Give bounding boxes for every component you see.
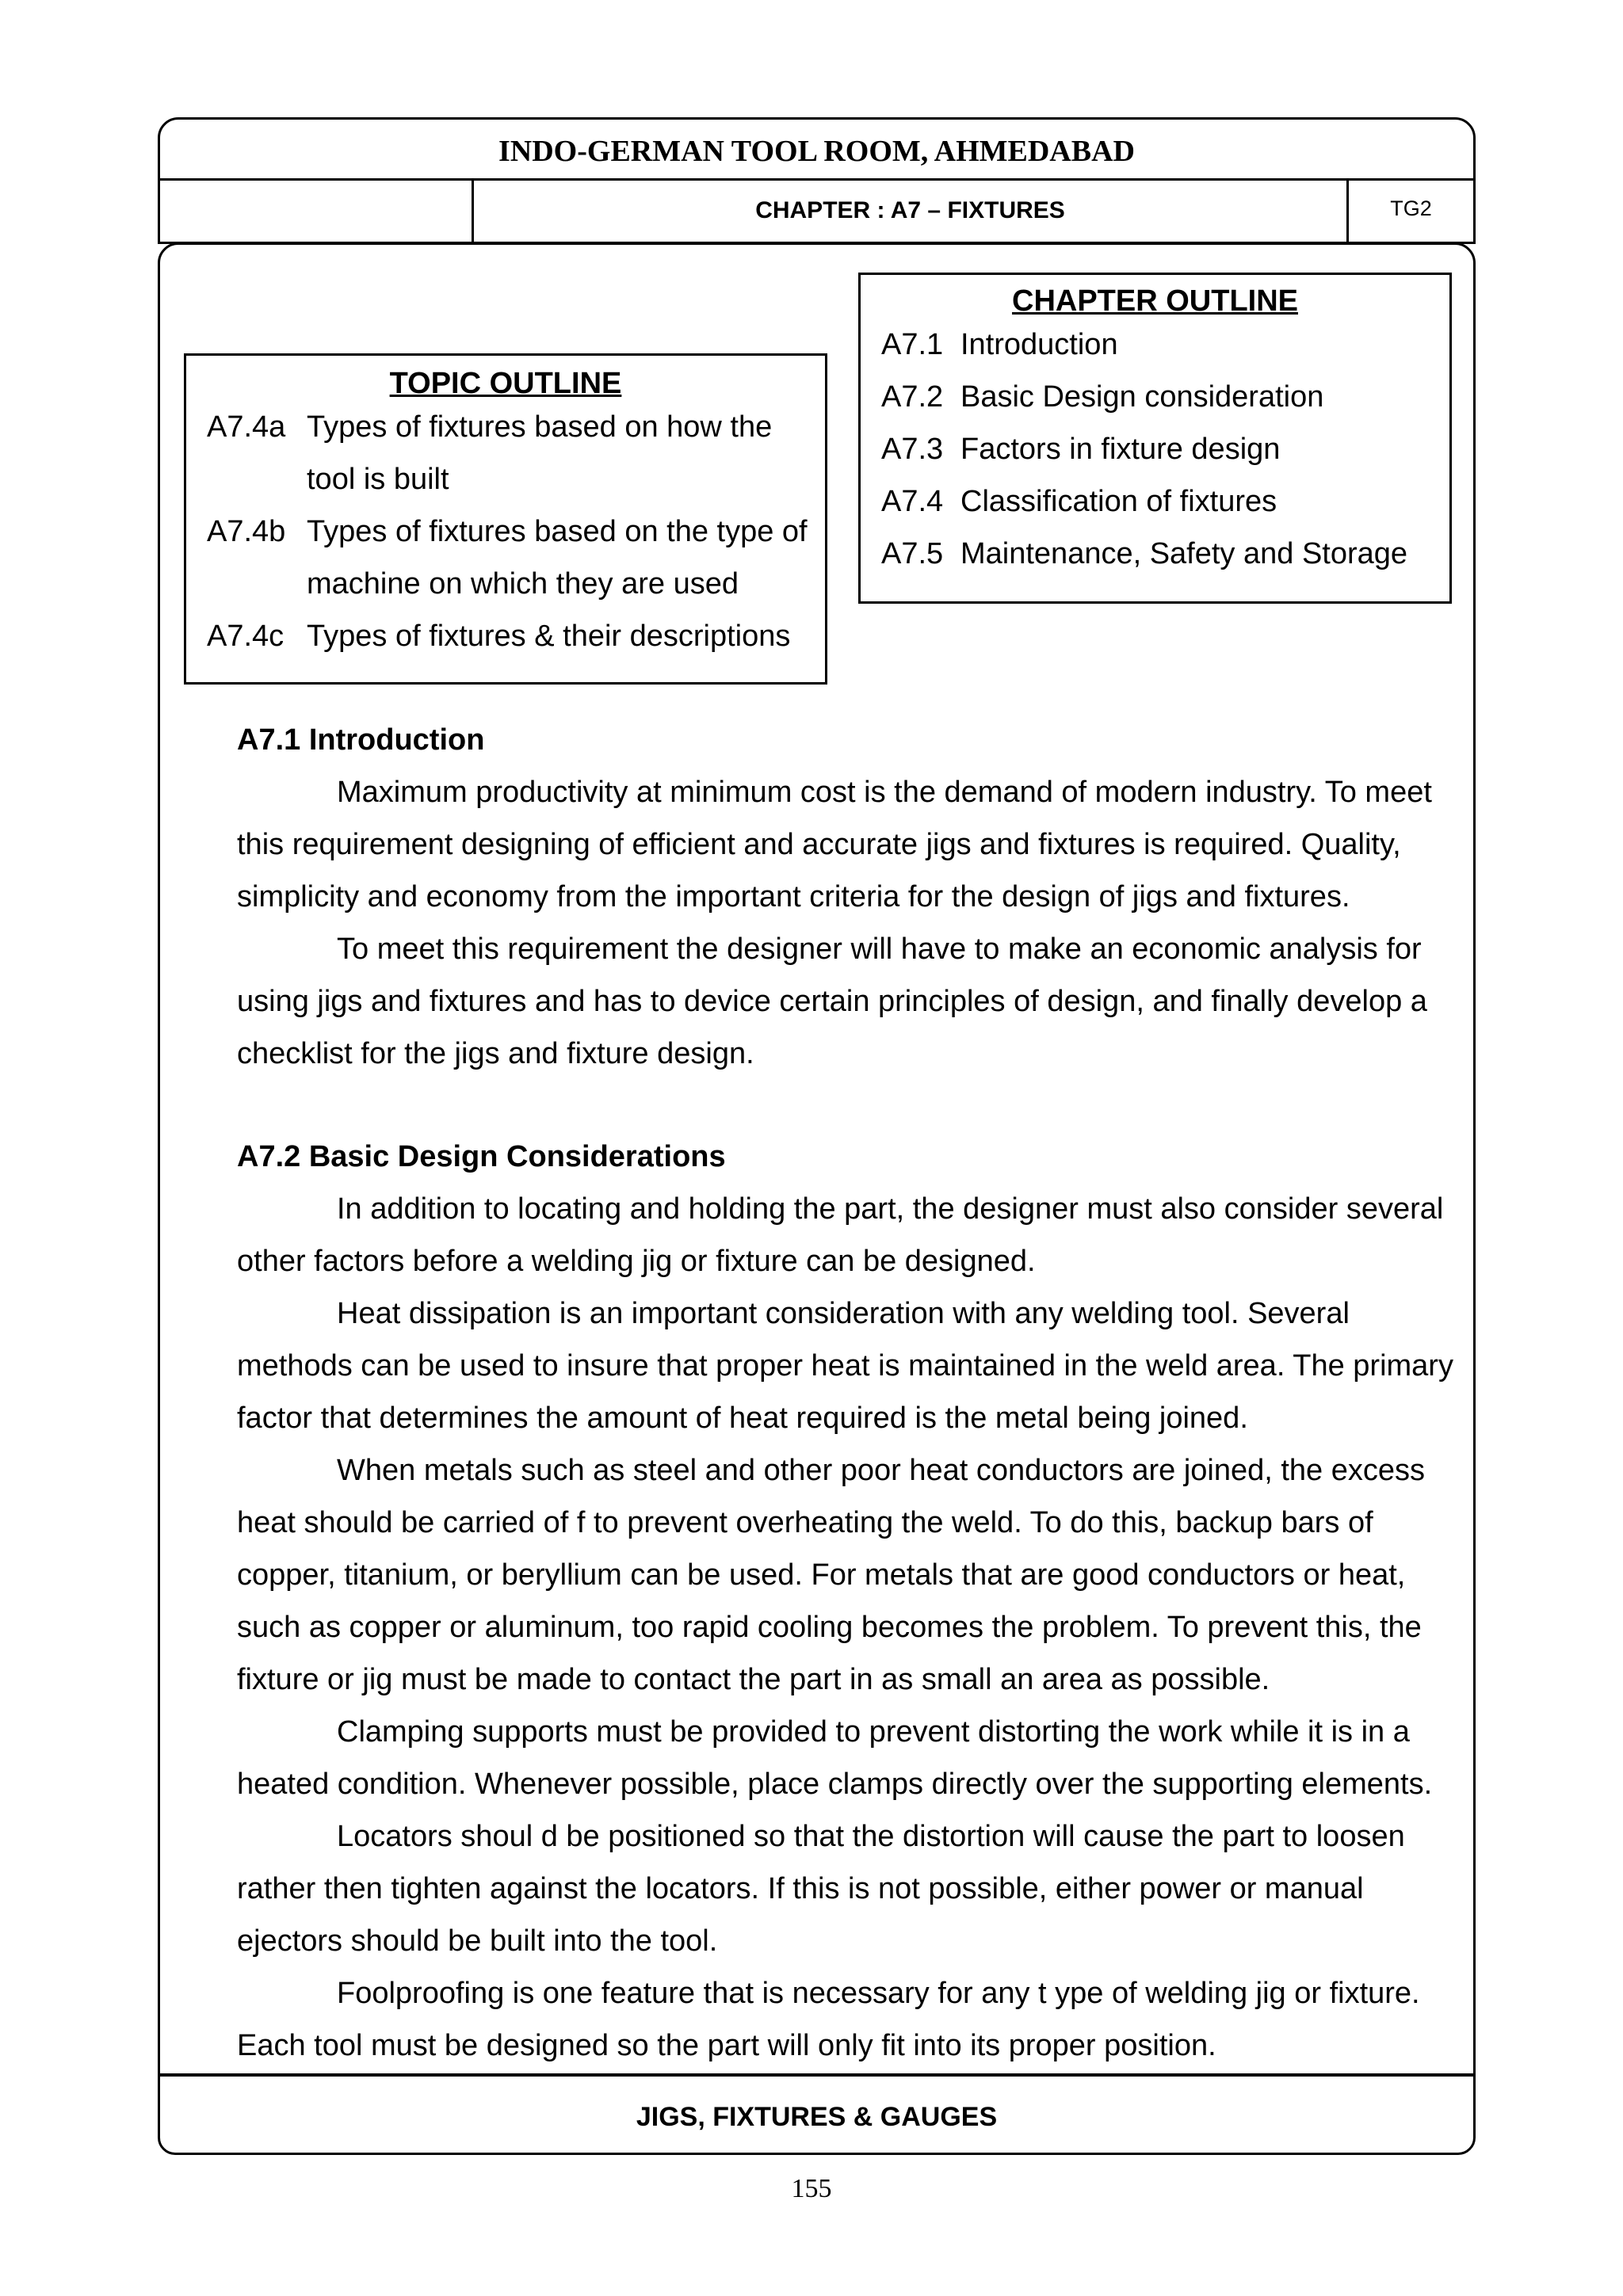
document-code: TG2 [1390,196,1432,220]
section-heading: A7.1 Introduction [237,723,485,757]
outline-label: Types of fixtures based on how the [307,410,773,444]
topic-outline-item [207,505,825,558]
chapter-outline-title: CHAPTER OUTLINE [1012,284,1298,318]
outline-code: A7.2 [881,380,944,414]
paragraph: When metals such as steel and other poor heat conductors are joined, the excess heat should be carried of f to prevent overheating the weld. To do this, backup bars of copper, titanium, or beryllium can be used. For metals that are good conductors or heat, such as copper or aluminum, too rapid cooling becomes the problem. To prevent this, the fixture or jig must be made to contact the part in as small an area as possible. [237,1454,1426,1696]
outline-label: Classification of fixtures [960,485,1277,518]
chapter-outline-box [858,273,1452,604]
paragraph: Foolproofing is one feature that is necessary for any t ype of welding jig or fixture. Each tool must be designed so the part will only fit into its proper position. [237,1977,1420,2062]
paragraph: Clamping supports must be provided to prevent distorting the work while it is in a heated condition. Whenever possible, place clamps directly over the supporting elements. [237,1715,1433,1801]
topic-outline-title: TOPIC OUTLINE [389,367,622,400]
outline-code: A7.3 [881,433,944,466]
header-row [160,178,1473,242]
section-basic-design [237,1131,1473,2072]
institute-title: INDO-GERMAN TOOL ROOM, AHMEDABAD [498,135,1135,168]
paragraph: Heat dissipation is an important consideration with any welding tool. Several methods can be used to insure that proper heat is maintained in the weld area. The primary factor that determines the amount of heat required is the metal being joined. [237,1297,1453,1435]
paragraph: Locators shoul d be positioned so that the distortion will cause the part to loosen rather then tighten against the locators. If this is not possible, either power or manual ejectors should be built into the tool. [237,1820,1405,1958]
page-header [158,117,1476,244]
chapter-outline-item [881,371,1449,423]
outline-code: A7.4b [207,515,286,548]
outline-label: Types of fixtures based on the type of [307,515,808,548]
paragraph: To meet this requirement the designer will have to make an economic analysis for using jigs and fixtures and has to device certain principles of design, and finally develop a checklist for the jigs and fixture design. [237,933,1427,1070]
chapter-outline-item [881,475,1449,528]
topic-outline-item [207,610,825,662]
outline-code: A7.4a [207,410,286,444]
outline-code: A7.5 [881,537,944,570]
topic-outline-box [184,353,827,685]
outline-label: Factors in fixture design [960,433,1281,466]
chapter-outline-list [881,318,1449,580]
paragraph: Maximum productivity at minimum cost is the demand of modern industry. To meet this requirement designing of efficient and accurate jigs and fixtures is required. Quality, simplicity and economy from the important criteria for the design of jigs and fixtures. [237,776,1432,913]
outline-code: A7.1 [881,328,944,361]
topic-outline-list [207,401,825,662]
footer-title: JIGS, FIXTURES & GAUGES [636,2102,998,2132]
chapter-outline-item [881,318,1449,371]
outline-code: A7.4c [207,620,285,653]
outline-label: Basic Design consideration [960,380,1324,414]
outline-label: Introduction [960,328,1118,361]
chapter-outline-item [881,423,1449,475]
outline-label: Types of fixtures & their descriptions [307,620,791,653]
outline-code: A7.4 [881,485,944,518]
topic-outline-item [207,401,825,453]
topic-outline-item-continued: machine on which they are used [307,567,739,601]
outline-label: Maintenance, Safety and Storage [960,537,1408,570]
section-heading: A7.2 Basic Design Considerations [237,1140,726,1173]
page-footer [158,2074,1476,2155]
section-introduction [237,714,1473,1080]
paragraph: In addition to locating and holding the part, the designer must also consider several other factors before a welding jig or fixture can be designed. [237,1192,1444,1278]
topic-outline-item-continued: tool is built [307,463,449,496]
chapter-outline-item [881,528,1449,580]
chapter-title: CHAPTER : A7 – FIXTURES [472,181,1349,242]
page-number: 155 [791,2174,832,2203]
